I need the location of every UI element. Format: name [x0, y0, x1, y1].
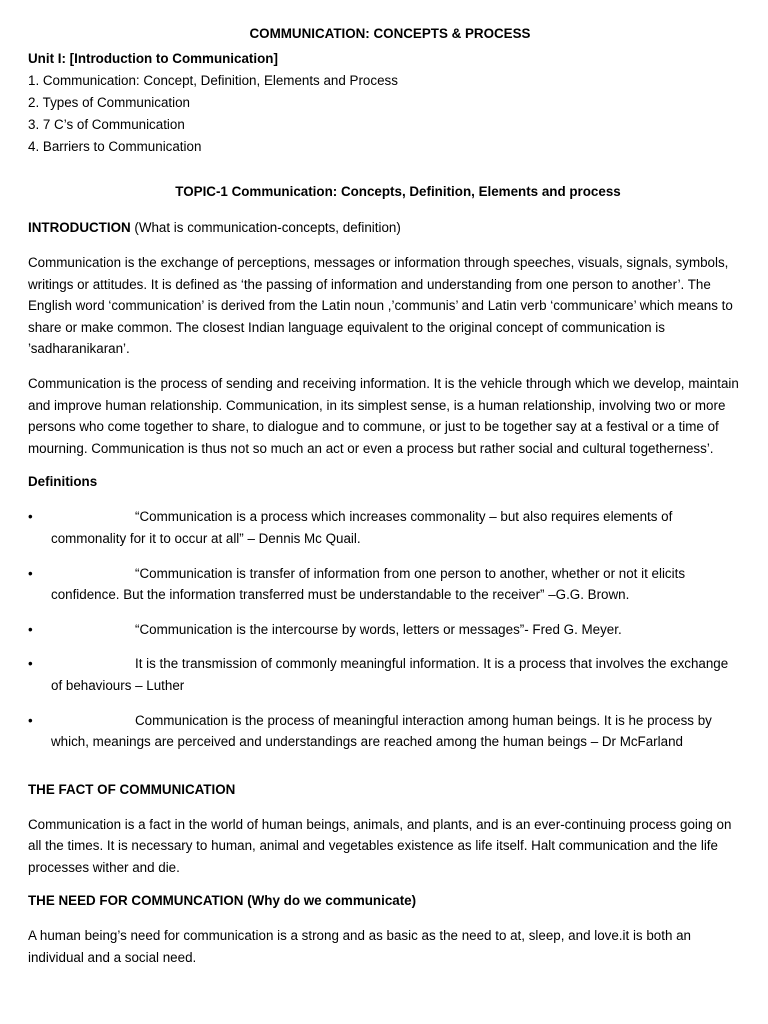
definition-text: “Communication is the intercourse by words, letters or messages”- Fred G. Meyer. — [135, 621, 622, 637]
bullet-icon: • — [28, 712, 33, 728]
bullet-icon: • — [28, 565, 33, 581]
definition-item — [28, 506, 740, 549]
bullet-icon: • — [28, 509, 33, 525]
definition-text: Communication is the process of meaningful interaction among human beings. It is he process by which, meanings are perceived and understandings are reached among the human beings – Dr McFarland — [51, 712, 712, 750]
definition-item — [28, 653, 740, 696]
document-title: COMMUNICATION: CONCEPTS & PROCESS — [249, 26, 531, 41]
toc-item-2: 2. Types of Communication — [28, 95, 191, 110]
fact-heading: THE FACT OF COMMUNICATION — [28, 781, 236, 797]
paragraph-1: Communication is the exchange of perceptions, messages or information through speeches, visuals, signals, symbols, writings or attitudes. It is defined as ‘the passing of information and understanding from one person to another’. The English word ‘communication’ is derived from the Latin noun ,’communis’ and Latin verb ‘communicare’ which means to share or make common. The closest Indian language equivalent to the original concept of communication is ’sadharanikaran’. — [28, 255, 733, 357]
bullet-icon: • — [28, 656, 33, 672]
definitions-heading: Definitions — [28, 474, 98, 490]
introduction-heading — [28, 218, 740, 238]
definition-text: It is the transmission of commonly meaningful information. It is a process that involves the exchange of behaviours – Luther — [51, 656, 729, 693]
definition-item — [28, 619, 740, 641]
paragraph-2: Communication is the process of sending and receiving information. It is the vehicle through which we develop, maintain and improve human relationship. Communication, in its simplest sense, is a human relationship, involving two or more persons who come together to share, to dialogue and to commune, or just to be together say at a festival or a time of mourning. Communication is thus not so much an act or even a process but rather social and cultural togetherness’. — [28, 375, 739, 456]
definition-item — [28, 710, 740, 753]
topic-heading: TOPIC-1 Communication: Concepts, Definition, Elements and process — [175, 184, 621, 199]
definition-text: “Communication is transfer of information from one person to another, whether or not it elicits confidence. But the information transferred must be understandable to the receiver” –G.G. Brown. — [51, 565, 686, 603]
introduction-label: INTRODUCTION — [28, 220, 131, 235]
unit-heading: Unit I: [Introduction to Communication] — [28, 51, 278, 66]
toc-item-3: 3. 7 C’s of Communication — [28, 117, 185, 132]
document-page — [28, 24, 740, 982]
toc-item-1: 1. Communication: Concept, Definition, Elements and Process — [28, 73, 398, 88]
need-heading: THE NEED FOR COMMUNCATION (Why do we communicate) — [28, 893, 417, 909]
bullet-icon: • — [28, 621, 33, 637]
introduction-subtitle: (What is communication-concepts, definition) — [130, 220, 401, 235]
definitions-list — [28, 506, 740, 752]
definition-item — [28, 563, 740, 606]
definition-text: “Communication is a process which increases commonality – but also requires elements of commonality for it to occur at all” – Dennis Mc Quail. — [51, 509, 673, 546]
toc-item-4: 4. Barriers to Communication — [28, 139, 202, 154]
need-paragraph: A human being’s need for communication is a strong and as basic as the need to at, sleep, and love.it is both an individual and a social need. — [28, 928, 692, 966]
fact-paragraph: Communication is a fact in the world of human beings, animals, and plants, and is an ever-continuing process going on all the times. It is necessary to human, animal and vegetables existence as life itself. Halt communication and the life processes wither and die. — [28, 816, 732, 875]
